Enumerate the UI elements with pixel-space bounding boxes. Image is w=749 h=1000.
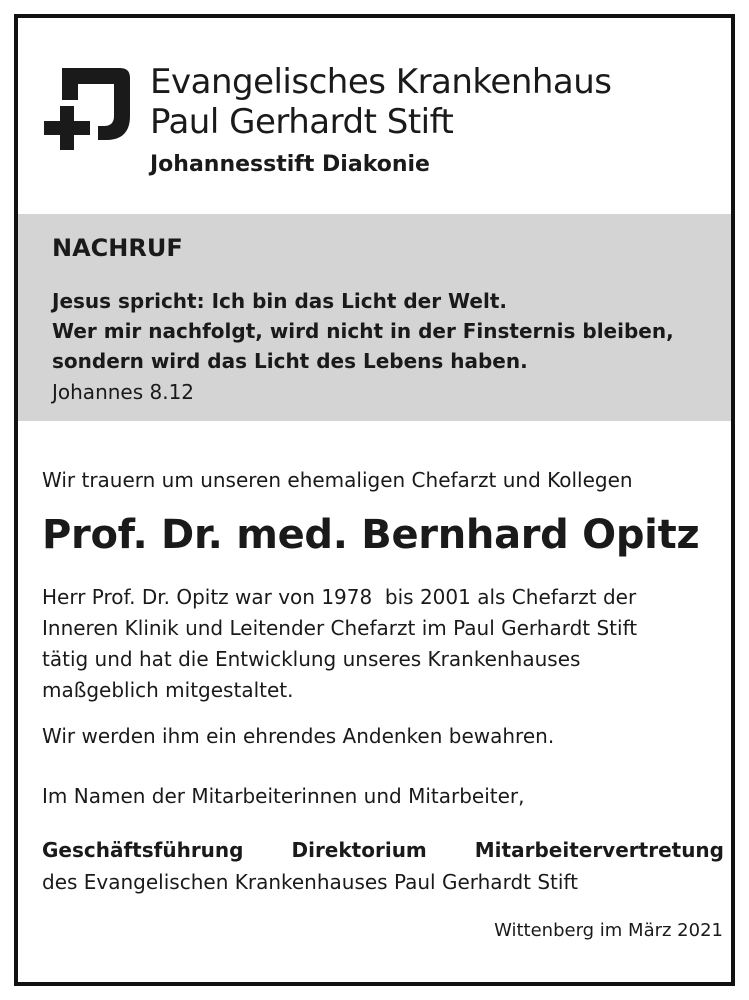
deceased-name: Prof. Dr. med. Bernhard Opitz <box>42 512 700 558</box>
paragraph-line: Inneren Klinik und Leitender Chefarzt im Paul Gerhardt Stift <box>42 616 638 640</box>
notice-title: NACHRUF <box>52 234 183 262</box>
verse-reference: Johannes 8.12 <box>52 380 195 404</box>
hospital-name-line-2: Paul Gerhardt Stift <box>150 102 454 142</box>
career-paragraph <box>42 582 637 706</box>
signer-staff-council: Mitarbeitervertretung <box>474 838 724 862</box>
intro-text: Wir trauern um unseren ehemaligen Chefarzt und Kollegen <box>42 468 633 492</box>
verse-line: Jesus spricht: Ich bin das Licht der Welt. <box>52 289 507 313</box>
verse-line: sondern wird das Licht des Lebens haben. <box>52 349 528 373</box>
verse-line: Wer mir nachfolgt, wird nicht in der Finsternis bleiben, <box>52 319 674 343</box>
hospital-logo <box>42 60 722 200</box>
place-and-date: Wittenberg im März 2021 <box>494 920 723 941</box>
signer-management: Geschäftsführung <box>42 838 244 862</box>
bible-verse <box>52 286 674 376</box>
cross-logo-icon <box>42 60 152 160</box>
verse-band <box>18 214 731 421</box>
organization-subline: Johannesstift Diakonie <box>150 152 430 177</box>
paragraph-line: tätig und hat die Entwicklung unseres Krankenhauses <box>42 647 581 671</box>
paragraph-line: Herr Prof. Dr. Opitz war von 1978 bis 2001 als Chefarzt der <box>42 585 637 609</box>
remembrance-text: Wir werden ihm ein ehrendes Andenken bewahren. <box>42 724 555 748</box>
hospital-name-line-1: Evangelisches Krankenhaus <box>150 62 612 102</box>
signers-organization: des Evangelischen Krankenhauses Paul Gerhardt Stift <box>42 870 578 894</box>
on-behalf-text: Im Namen der Mitarbeiterinnen und Mitarbeiter, <box>42 784 525 808</box>
signer-directorate: Direktorium <box>291 838 427 862</box>
obituary-notice <box>14 14 735 986</box>
paragraph-line: maßgeblich mitgestaltet. <box>42 678 294 702</box>
signers-row <box>42 838 724 862</box>
